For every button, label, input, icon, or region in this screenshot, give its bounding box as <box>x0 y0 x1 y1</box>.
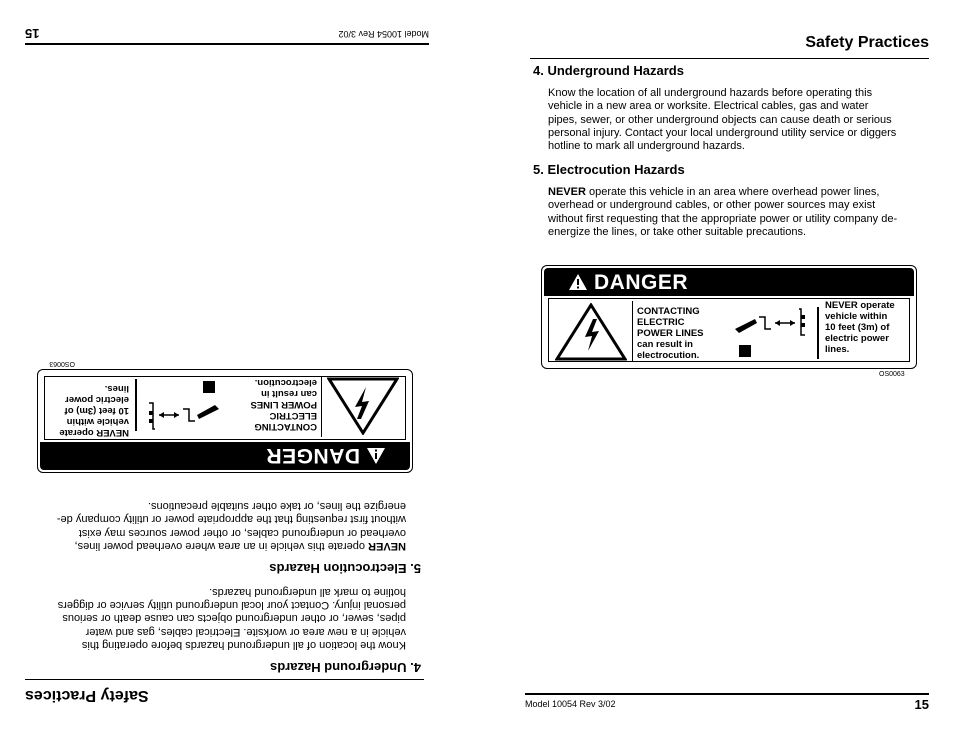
decal-never-text <box>59 383 129 438</box>
section-body <box>548 186 933 239</box>
body-line: personal injury. Contact your local underground utility service or diggers <box>548 126 897 139</box>
warning-triangle-icon <box>568 273 588 291</box>
decal-line: electrocution. <box>637 350 700 361</box>
page-header-title: Safety Practices <box>25 687 149 704</box>
decal-warning-text <box>637 306 704 361</box>
body-line: hotline to mark all underground hazards. <box>209 585 406 598</box>
footer-model: Model 10054 Rev 3/02 <box>525 699 616 709</box>
danger-header-band <box>40 442 410 470</box>
decal-line: NEVER operate <box>59 427 129 438</box>
page-header-title: Safety Practices <box>805 34 929 51</box>
body-line: without first requesting that the appropriate power or utility company de- <box>56 513 406 526</box>
never-emphasis: NEVER <box>368 540 406 552</box>
footer-page-number: 15 <box>25 26 40 41</box>
section-heading: 5. Electrocution Hazards <box>533 162 685 177</box>
body-line: hotline to mark all underground hazards. <box>548 140 745 153</box>
footer-rule <box>25 43 429 45</box>
decal-code: OS0063 <box>879 371 905 378</box>
decal-divider <box>632 301 633 361</box>
body-line: vehicle in a new area or worksite. Electrical cables, gas and water <box>85 625 406 638</box>
footer-rule <box>525 693 929 695</box>
decal-line: can result in <box>261 388 317 399</box>
body-line: vehicle in a new area or worksite. Electrical cables, gas and water <box>548 100 869 113</box>
right-page <box>477 0 954 738</box>
decal-line: electrocution. <box>254 377 317 388</box>
decal-line: ELECTRIC <box>637 317 685 328</box>
body-line: personal injury. Contact your local underground utility service or diggers <box>57 599 406 612</box>
body-line: without first requesting that the appropriate power or utility company de- <box>548 212 898 225</box>
decal-line: NEVER operate <box>825 300 895 311</box>
decal-line: electric power <box>65 394 129 405</box>
body-line: Know the location of all underground hazards before operating this <box>548 87 873 99</box>
body-line: pipes, sewer, or other underground objects can cause death or serious <box>62 612 406 625</box>
decal-never-text <box>825 300 895 355</box>
section-body <box>21 585 406 651</box>
body-line <box>21 539 406 552</box>
decal-line: CONTACTING <box>637 306 700 317</box>
section-heading: 4. Underground Hazards <box>270 660 421 675</box>
decal-body <box>548 298 910 362</box>
section-heading: 5. Electrocution Hazards <box>269 561 421 576</box>
warning-triangle-icon <box>366 447 386 465</box>
decal-code: OS0063 <box>49 360 75 367</box>
header-rule <box>530 58 929 59</box>
header-rule <box>25 679 424 680</box>
never-emphasis: NEVER <box>548 186 586 198</box>
danger-signal-word: DANGER <box>265 444 360 467</box>
decal-divider <box>321 377 322 437</box>
decal-line: POWER LINES <box>637 328 704 339</box>
body-line: overhead or underground cables, or other power sources may exist <box>548 199 876 212</box>
electric-shock-icon <box>327 377 399 435</box>
body-line-rest: operate this vehicle in an area where overhead power lines, <box>585 186 880 198</box>
danger-signal-word: DANGER <box>594 271 689 294</box>
decal-line: electric power <box>825 333 889 344</box>
footer-model: Model 10054 Rev 3/02 <box>338 29 429 39</box>
decal-line: CONTACTING <box>254 421 317 432</box>
body-line: energize the lines, or take other suitable precautions. <box>147 500 406 513</box>
danger-header-band <box>544 268 914 296</box>
section-heading: 4. Underground Hazards <box>533 63 684 78</box>
body-line: pipes, sewer, or other underground objects can cause death or serious <box>548 113 892 126</box>
electric-shock-icon <box>555 303 627 361</box>
decal-line: can result in <box>637 339 693 350</box>
section-body <box>21 499 406 552</box>
decal-line: 10 feet (3m) of <box>825 322 890 333</box>
decal-line: ELECTRIC <box>269 410 317 421</box>
body-line: overhead or underground cables, or other power sources may exist <box>78 526 406 539</box>
boom-vehicle-icon <box>133 379 223 433</box>
decal-line: vehicle within <box>66 416 129 427</box>
section-body <box>548 87 933 153</box>
decal-line: lines. <box>104 383 129 394</box>
footer-page-number: 15 <box>914 697 929 712</box>
body-line <box>548 186 933 199</box>
decal-line: POWER LINES <box>250 399 317 410</box>
decal-warning-text <box>250 377 317 432</box>
decal-line: vehicle within <box>825 311 888 322</box>
danger-decal <box>37 369 413 473</box>
danger-decal <box>541 265 917 369</box>
decal-line: 10 feet (3m) of <box>64 405 129 416</box>
body-line: energize the lines, or take other suitable precautions. <box>548 225 807 238</box>
decal-body <box>44 376 406 440</box>
boom-vehicle-icon <box>731 305 821 359</box>
body-line-rest: operate this vehicle in an area where overhead power lines, <box>74 540 369 552</box>
body-line: Know the location of all underground hazards before operating this <box>81 639 406 651</box>
decal-line: lines. <box>825 344 850 355</box>
